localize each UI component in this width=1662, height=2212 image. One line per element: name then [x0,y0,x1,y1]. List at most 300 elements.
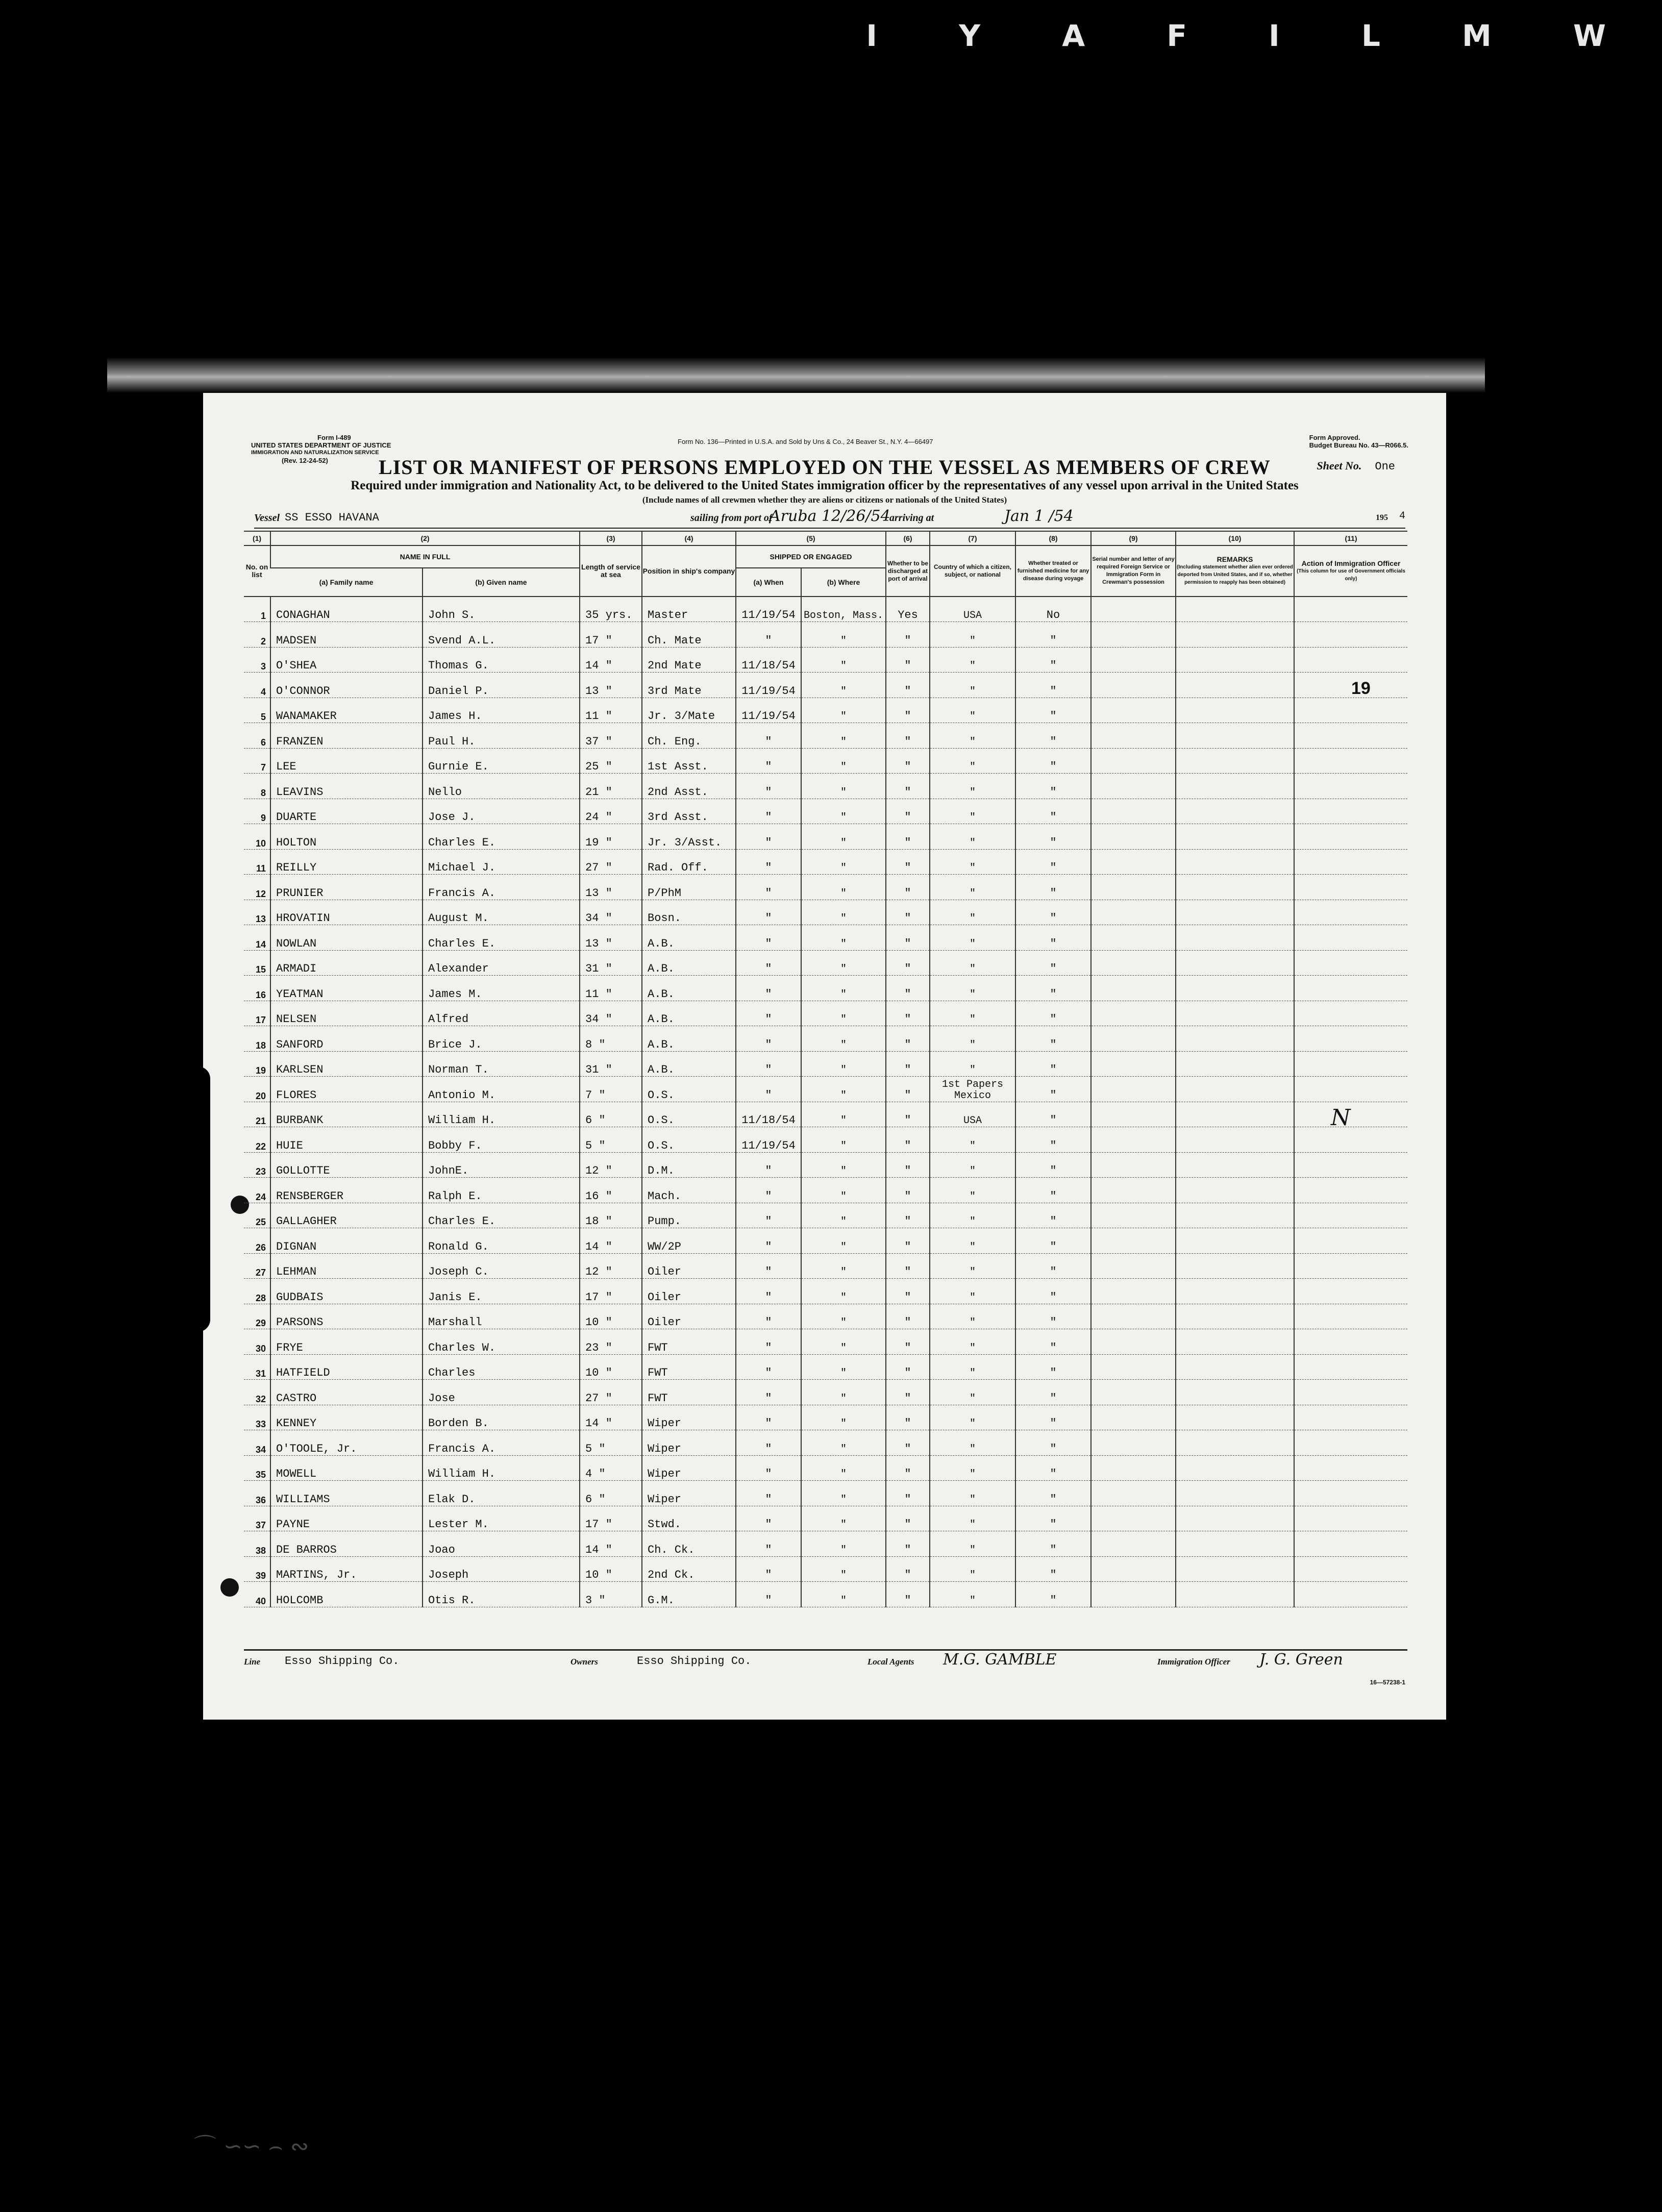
shipped-when: " [736,1531,801,1557]
shipped-where: " [801,824,886,850]
crew-number: 19 [244,1051,270,1077]
crew-number: 37 [244,1506,270,1531]
remarks [1176,849,1294,875]
service-length: 14 " [580,1228,642,1254]
crew-number: 13 [244,900,270,925]
col-num-5: (5) [736,531,886,545]
service-length: 6 " [580,1481,642,1506]
serial-number [1091,723,1176,749]
family-name: HUIE [270,1127,423,1153]
discharged: " [886,1279,930,1304]
family-name: BURBANK [270,1102,423,1127]
ship-position: 2nd Ck. [642,1556,736,1582]
country: " [930,1279,1015,1304]
service-length: 7 " [580,1077,642,1102]
crew-number: 38 [244,1531,270,1557]
discharged: " [886,849,930,875]
treated: " [1015,849,1091,875]
country: " [930,1506,1015,1531]
remarks [1176,1127,1294,1153]
serial-number [1091,1354,1176,1380]
serial-number [1091,1329,1176,1355]
ship-position: Ch. Eng. [642,723,736,749]
header-family-name: (a) Family name [270,568,423,597]
shipped-when: " [736,1228,801,1254]
crew-number: 29 [244,1304,270,1329]
remarks [1176,1203,1294,1228]
year-value: 4 [1399,510,1405,522]
immigration-action [1294,824,1407,850]
crew-number: 18 [244,1026,270,1052]
ship-position: FWT [642,1380,736,1405]
given-name: Charles E. [423,1203,580,1228]
shipped-when: " [736,1354,801,1380]
given-name: Bobby F. [423,1127,580,1153]
action-note: (This column for use of Government officials only) [1297,568,1405,582]
service-length: 17 " [580,1506,642,1531]
family-name: GOLLOTTE [270,1152,423,1178]
service-length: 24 " [580,799,642,824]
shipped-where: " [801,900,886,925]
treated: " [1015,1380,1091,1405]
immigration-action [1294,1380,1407,1405]
discharged: " [886,1102,930,1127]
shipped-where: " [801,1354,886,1380]
given-name: Daniel P. [423,673,580,698]
discharged: " [886,1203,930,1228]
immigration-action [1294,1430,1407,1456]
crew-number: 16 [244,976,270,1001]
immigration-action [1294,976,1407,1001]
family-name: WANAMAKER [270,698,423,723]
treated: " [1015,900,1091,925]
family-name: MARTINS, Jr. [270,1556,423,1582]
service-length: 5 " [580,1127,642,1153]
discharged: " [886,647,930,673]
country: " [930,1178,1015,1203]
header-country: Country of which a citizen, subject, or national [930,545,1015,597]
serial-number [1091,1582,1176,1607]
crew-number: 12 [244,875,270,900]
serial-number [1091,1178,1176,1203]
treated: " [1015,1354,1091,1380]
remarks [1176,647,1294,673]
family-name: NOWLAN [270,925,423,951]
officer-signature: J. G. Green [1259,1651,1343,1669]
given-name: Gurnie E. [423,748,580,774]
discharged: " [886,723,930,749]
shipped-when: 11/19/54 [736,673,801,698]
discharged: " [886,1582,930,1607]
remarks [1176,950,1294,976]
table-row [244,723,1407,749]
service-length: 6 " [580,1102,642,1127]
arriving-label: arriving at [889,512,934,524]
immigration-action [1294,1329,1407,1355]
col-num-2: (2) [270,531,580,545]
serial-number [1091,824,1176,850]
serial-number [1091,1203,1176,1228]
shipped-when: " [736,900,801,925]
shipped-where: " [801,1178,886,1203]
ship-position: 3rd Asst. [642,799,736,824]
serial-number [1091,647,1176,673]
country: " [930,1127,1015,1153]
header-remarks [1176,545,1294,597]
col-num-7: (7) [930,531,1015,545]
remarks [1176,1102,1294,1127]
serial-number [1091,1279,1176,1304]
family-name: KARLSEN [270,1051,423,1077]
country: " [930,799,1015,824]
remarks [1176,698,1294,723]
serial-number [1091,799,1176,824]
crew-number: 9 [244,799,270,824]
serial-number [1091,1430,1176,1456]
shipped-where: " [801,1582,886,1607]
ship-position: WW/2P [642,1228,736,1254]
crew-number: 14 [244,925,270,951]
treated: " [1015,1253,1091,1279]
service-length: 13 " [580,925,642,951]
crew-number: 31 [244,1354,270,1380]
immigration-action [1294,1304,1407,1329]
shipped-when: " [736,824,801,850]
discharged: " [886,622,930,648]
ship-position: Wiper [642,1481,736,1506]
treated: " [1015,1127,1091,1153]
shipped-where: " [801,1329,886,1355]
immigration-action [1294,597,1407,622]
row-20-action-mark: N [1331,1105,1351,1131]
country: " [930,1354,1015,1380]
family-name: DE BARROS [270,1531,423,1557]
treated: " [1015,1405,1091,1430]
family-name: SANFORD [270,1026,423,1052]
country: " [930,673,1015,698]
crew-number: 4 [244,673,270,698]
country: " [930,1253,1015,1279]
col-num-9: (9) [1091,531,1176,545]
given-name: Francis A. [423,1430,580,1456]
treated: " [1015,1026,1091,1052]
remarks [1176,1481,1294,1506]
table-row [244,976,1407,1001]
header-discharged: Whether to be discharged at port of arrival [886,545,930,597]
shipped-where: " [801,1152,886,1178]
immigration-action [1294,799,1407,824]
service-length: 27 " [580,849,642,875]
ship-position: A.B. [642,950,736,976]
table-row [244,1152,1407,1178]
country: " [930,622,1015,648]
given-name: Ronald G. [423,1228,580,1254]
ship-position: 3rd Mate [642,673,736,698]
table-row [244,1051,1407,1077]
given-name: William H. [423,1102,580,1127]
family-name: RENSBERGER [270,1178,423,1203]
discharged: " [886,875,930,900]
serial-number [1091,976,1176,1001]
country: " [930,1001,1015,1026]
immigration-action [1294,1556,1407,1582]
table-row [244,1455,1407,1481]
shipped-when: " [736,1430,801,1456]
immigration-action [1294,1253,1407,1279]
manifest-sheet [203,393,1446,1720]
serial-number [1091,597,1176,622]
agents-label: Local Agents [867,1657,914,1667]
remarks [1176,1455,1294,1481]
shipped-when: 11/19/54 [736,1127,801,1153]
ship-position: FWT [642,1329,736,1355]
shipped-where: " [801,622,886,648]
discharged: " [886,1405,930,1430]
ship-position: A.B. [642,925,736,951]
treated: " [1015,1506,1091,1531]
shipped-where: " [801,1026,886,1052]
shipped-where: " [801,1556,886,1582]
given-name: Norman T. [423,1051,580,1077]
given-name: Ralph E. [423,1178,580,1203]
table-row [244,1556,1407,1582]
discharged: " [886,1455,930,1481]
remarks [1176,875,1294,900]
discharged: " [886,1531,930,1557]
form-approval: Form Approved. [1309,434,1360,441]
service-length: 18 " [580,1203,642,1228]
film-scratch: ⌒ ∽∽ ⌢ ∾ [194,2133,309,2159]
table-row [244,849,1407,875]
immigration-action [1294,1279,1407,1304]
service-length: 25 " [580,748,642,774]
discharged: " [886,1178,930,1203]
col-num-8: (8) [1015,531,1091,545]
discharged: " [886,1354,930,1380]
country: " [930,976,1015,1001]
immigration-action [1294,875,1407,900]
remarks [1176,1026,1294,1052]
given-name: Jose [423,1380,580,1405]
serial-number [1091,1531,1176,1557]
print-code: 16—57238-1 [1370,1679,1405,1686]
discharged: " [886,1380,930,1405]
table-row [244,622,1407,648]
immigration-action [1294,1481,1407,1506]
table-row [244,824,1407,850]
service-length: 37 " [580,723,642,749]
remarks [1176,799,1294,824]
treated: " [1015,875,1091,900]
table-row [244,774,1407,799]
immigration-action [1294,1127,1407,1153]
shipped-when: 11/19/54 [736,698,801,723]
country: " [930,950,1015,976]
ship-position: O.S. [642,1102,736,1127]
vessel-name: SS ESSO HAVANA [285,511,379,524]
service-length: 31 " [580,950,642,976]
family-name: LEE [270,748,423,774]
country: USA [930,597,1015,622]
serial-number [1091,1051,1176,1077]
immigration-action [1294,925,1407,951]
treated: " [1015,673,1091,698]
shipped-where: " [801,673,886,698]
remarks-title: REMARKS [1217,555,1253,563]
immigration-action [1294,673,1407,698]
immigration-action [1294,1506,1407,1531]
manifest-subtitle: Required under immigration and Nationality Act, to be delivered to the United States immigration officer by the representatives of any vessel upon arrival in the United States [351,479,1299,492]
year-prefix: 195 [1376,513,1388,522]
serial-number [1091,1405,1176,1430]
discharged: Yes [886,597,930,622]
treated: No [1015,597,1091,622]
country: " [930,1455,1015,1481]
ship-position: Ch. Mate [642,622,736,648]
shipped-when: " [736,1380,801,1405]
treated: " [1015,1304,1091,1329]
country: " [930,1228,1015,1254]
shipped-where: " [801,875,886,900]
discharged: " [886,799,930,824]
discharged: " [886,900,930,925]
vessel-line [254,509,1405,529]
ship-position: A.B. [642,1001,736,1026]
discharged: " [886,1253,930,1279]
table-row [244,1253,1407,1279]
serial-number [1091,1253,1176,1279]
table-row [244,597,1407,622]
remarks [1176,1077,1294,1102]
shipped-where: " [801,799,886,824]
remarks [1176,1253,1294,1279]
ship-position: Oiler [642,1279,736,1304]
country: " [930,647,1015,673]
arriving-value: Jan 1 /54 [1004,507,1074,525]
treated: " [1015,698,1091,723]
service-length: 14 " [580,647,642,673]
serial-number [1091,1102,1176,1127]
department: UNITED STATES DEPARTMENT OF JUSTICE [251,441,391,449]
country: " [930,925,1015,951]
service-length: 23 " [580,1329,642,1355]
shipped-where: " [801,1304,886,1329]
crew-number: 3 [244,647,270,673]
ship-position: Mach. [642,1178,736,1203]
table-row [244,1102,1407,1127]
country: " [930,1026,1015,1052]
shipped-where: " [801,1001,886,1026]
serial-number [1091,875,1176,900]
punch-hole [220,1578,239,1597]
ship-position: Rad. Off. [642,849,736,875]
form-id: Form I-489 [317,434,351,441]
serial-number [1091,1228,1176,1254]
service-length: 34 " [580,900,642,925]
remarks [1176,976,1294,1001]
sheet-number-value: One [1375,460,1395,473]
serial-number [1091,1077,1176,1102]
family-name: PARSONS [270,1304,423,1329]
country: " [930,774,1015,799]
treated: " [1015,748,1091,774]
column-header-row [244,545,1407,568]
ship-position: Master [642,597,736,622]
shipped-when: " [736,1203,801,1228]
remarks [1176,1556,1294,1582]
country: " [930,698,1015,723]
given-name: Borden B. [423,1405,580,1430]
shipped-where: " [801,849,886,875]
remarks [1176,1380,1294,1405]
shipped-where: " [801,1430,886,1456]
ship-position: D.M. [642,1152,736,1178]
shipped-when: " [736,950,801,976]
discharged: " [886,1304,930,1329]
immigration-action [1294,647,1407,673]
shipped-where: " [801,1506,886,1531]
given-name: Thomas G. [423,647,580,673]
given-name: Brice J. [423,1026,580,1052]
serial-number [1091,900,1176,925]
shipped-where: " [801,748,886,774]
discharged: " [886,1051,930,1077]
shipped-when: " [736,622,801,648]
family-name: LEHMAN [270,1253,423,1279]
remarks-note: (Including statement whether alien ever ordered deported from United States, and if so, whether permission to reapply has been obtained) [1177,564,1293,585]
given-name: Svend A.L. [423,622,580,648]
form-header-right [1309,434,1408,449]
shipped-when: " [736,1152,801,1178]
country: " [930,748,1015,774]
immigration-action [1294,1203,1407,1228]
country: " [930,1152,1015,1178]
remarks [1176,1582,1294,1607]
shipped-when: " [736,1556,801,1582]
given-name: Alfred [423,1001,580,1026]
shipped-when: " [736,849,801,875]
column-number-row [244,531,1407,545]
discharged: " [886,1329,930,1355]
remarks [1176,1228,1294,1254]
given-name: Alexander [423,950,580,976]
service-length: 17 " [580,1279,642,1304]
agents-value: M.G. GAMBLE [943,1651,1057,1669]
col-num-11: (11) [1294,531,1407,545]
immigration-action [1294,1178,1407,1203]
ship-position: A.B. [642,976,736,1001]
header-action [1294,545,1407,597]
immigration-action [1294,900,1407,925]
shipped-where: " [801,1102,886,1127]
film-edge-marks: I Y A F I L M W [866,18,1642,53]
remarks [1176,824,1294,850]
immigration-action [1294,1077,1407,1102]
family-name: HATFIELD [270,1354,423,1380]
discharged: " [886,925,930,951]
crew-number: 20 [244,1077,270,1102]
table-row [244,1178,1407,1203]
family-name: CONAGHAN [270,597,423,622]
country: " [930,1582,1015,1607]
ship-position: Stwd. [642,1506,736,1531]
shipped-where: " [801,723,886,749]
table-row [244,1127,1407,1153]
crew-number: 2 [244,622,270,648]
family-name: MOWELL [270,1455,423,1481]
table-row [244,925,1407,951]
table-row [244,1077,1407,1102]
